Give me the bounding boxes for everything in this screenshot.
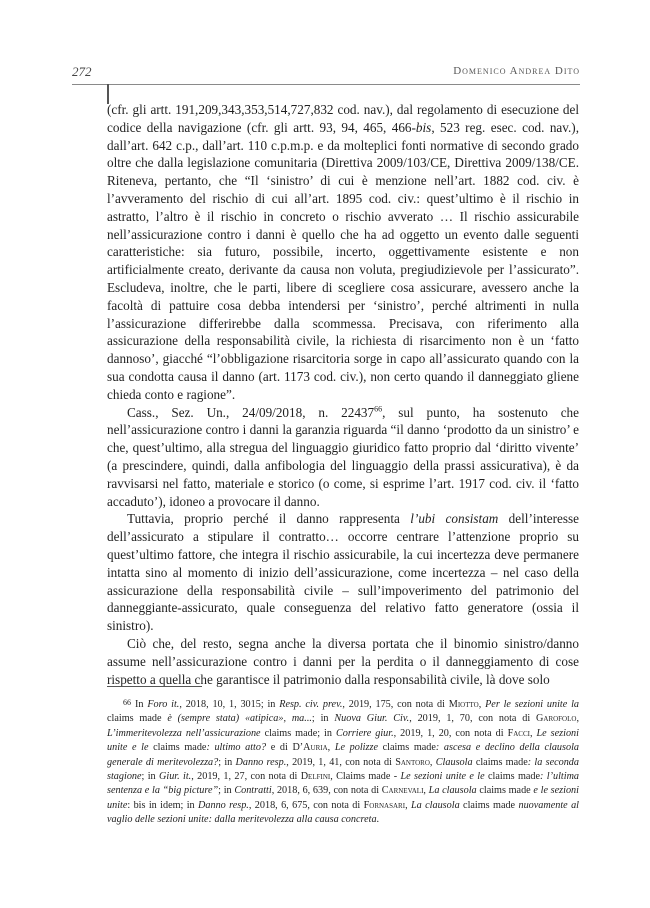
- footnote-reference[interactable]: 66: [374, 404, 383, 414]
- page-number: 272: [72, 64, 92, 79]
- footnote-66: 66 In Foro it., 2018, 10, 1, 3015; in Resp. civ. prev., 2019, 175, con nota di Miotto, Per le sezioni unite la claims made è (sempre stata) «atipica», ma...; in Nuova Giur. Civ., 2019, 1, 70, con nota di Garofolo, L’immeritevolezza nell’assicurazione claims made; in Corriere giur., 2019, 1, 20, con nota di Facci, Le sezioni unite e le claims made: ultimo atto? e di D’Auria, Le polizze claims made: ascesa e declino della clausola generale di meritevolezza?; in Danno resp., 2019, 1, 41, con nota di Santoro, Clausola claims made: la seconda stagione; in Giur. it., 2019, 1, 27, con nota di Delfini, Claims made - Le sezioni unite e le claims made: l’ultima sentenza e la “big picture”; in Contratti, 2018, 6, 639, con nota di Carnevali, La clausola claims made e le sezioni unite: bis in idem; in Danno resp., 2018, 6, 675, con nota di Fornasari, La clausola claims made nuovamente al vaglio delle sezioni unite: dalla meritevolezza alla causa concreta.: [107, 698, 580, 826]
- footnote-number: 66: [123, 698, 131, 707]
- footnote-rule: [107, 686, 202, 687]
- paragraph-3: Tuttavia, proprio perché il danno rappresenta l’ubi consistam dell’interesse dell’assicurato a stipulare il contratto… occorre centrare l’attenzione proprio su quest’ultimo fattore, che integra il rischio assicurabile, la cui incertezza deve permanere intatta sino al momento di inizio dell’assicurazione, come incertezza – nel caso della assicurazione della responsabilità civile – sull’impoverimento del patrimonio del danneggiante-assicurato, quale conseguenza del relativo fatto generatore (ossia il sinistro).: [107, 511, 579, 634]
- running-head: Domenico Andrea Dito: [453, 65, 580, 77]
- page-header: [72, 62, 580, 85]
- paragraph-4: Ciò che, del resto, segna anche la diversa portata che il binomio sinistro/danno assume nell’assicurazione contro i danni per la perdita o il danneggiamento di cose rispetto a quella che garantisce il patrimonio dalla responsabilità civile, là dove solo: [107, 635, 579, 687]
- paragraph-2: Cass., Sez. Un., 24/09/2018, n. 22437$^{66}$, sul punto, ha sostenuto che nell’assicurazione contro i danni la garanzia riguarda “il danno ‘prodotto da un sinistro’ e che, quest’ultimo, alla stregua del linguaggio giuridico fatto proprio dal ‘diritto vivente’ (a prescindere, quindi, dalla anfibologia del linguaggio della prassi assicurativa), è da ravvisarsi nel fatto, materiale e storico (o come, si esprime l’art. 1917 cod. civ. il ‘fatto accaduto’), idoneo a provocare il danno.: [107, 404, 580, 509]
- body-text: [107, 101, 579, 688]
- paragraph-1: (cfr. gli artt. 191,209,343,353,514,727,832 cod. nav.), dal regolamento di esecuzione del codice della navigazione (cfr. gli artt. 93, 94, 465, 466-bis, 523 reg. esec. cod. nav.), dall’art. 642 c.p., dall’art. 110 c.p.m.p. e da molteplici fonti normative di secondo grado oltre che dalla legislazione comunitaria (Direttiva 2009/103/CE, Direttiva 2009/138/CE. Riteneva, pertanto, che “Il ‘sinistro’ di cui è menzione nell’art. 1882 cod. civ. è l’avveramento del rischio di cui all’art. 1895 cod. civ.: quest’ultimo è il rischio in astratto, l’altro è il rischio in concreto o rischio avverato … Il rischio assicurabile nell’assicurazione contro i danni è quello che ha ad oggetto un evento dalle seguenti caratteristiche: sia futuro, possibile, incerto, oggettivamente esistente e non artificialmente creato, derivante da causa non voluta, pregiudizievole per l’assicurato”. Escludeva, inoltre, che le parti, libere di scegliere cosa assicurare, avessero anche la facoltà di pattuire cosa debba intendersi per ‘sinistro’, perché altrimenti in nulla l’assicurazione differirebbe dalla scommessa. Precisava, con riferimento alla assicurazione della responsabilità civile, la richiesta di risarcimento non è un ‘fatto dannoso’, giacché “l’obbligazione risarcitoria sorge in capo all’assicurato quando con la sua condotta causa il danno (art. 1173 cod. civ.), non certo quando il danneggiato gliene chieda conto e ragione”.: [107, 102, 579, 402]
